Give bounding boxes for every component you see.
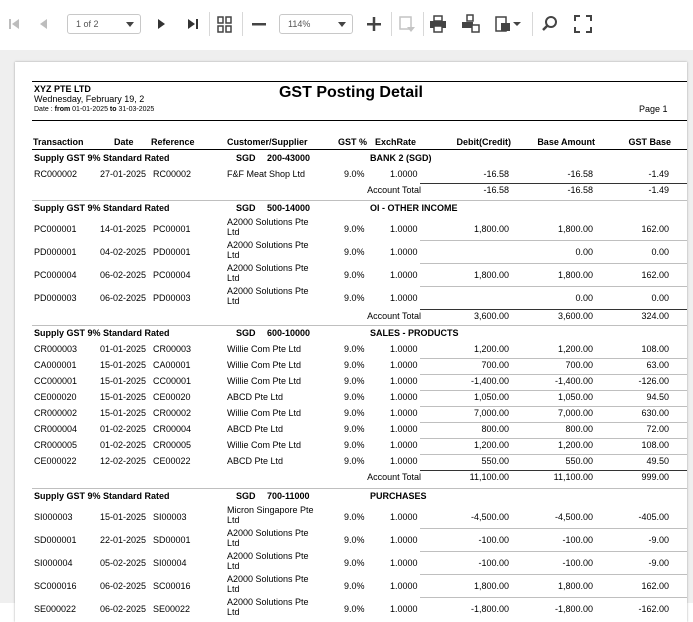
toolbar-separator <box>532 12 533 36</box>
cell-transaction: PC000004 <box>34 270 77 280</box>
cell-customer-supplier: A2000 Solutions Pte Ltd <box>227 597 309 617</box>
total-base-amount: 3,600.00 <box>557 311 593 321</box>
cell-reference: RC00002 <box>153 169 192 179</box>
cell-date: 22-01-2025 <box>100 535 147 545</box>
total-debit-credit: 3,600.00 <box>473 311 509 321</box>
cell-customer-supplier: ABCD Pte Ltd <box>227 424 284 434</box>
cell-date: 06-02-2025 <box>100 581 147 591</box>
page-number: Page 1 <box>639 104 668 114</box>
chevron-down-icon <box>338 22 346 27</box>
row-rule <box>420 374 687 375</box>
group-separator <box>32 200 687 201</box>
group-account: 500-14000 <box>267 203 311 213</box>
cell-debit-credit: -100.00 <box>478 535 509 545</box>
cell-gst-base: 162.00 <box>641 581 669 591</box>
cell-base-amount: 1,200.00 <box>557 344 593 354</box>
cell-base-amount: 1,800.00 <box>557 224 593 234</box>
cell-gst-percent: 9.0% <box>344 456 365 466</box>
export-button[interactable] <box>490 12 524 36</box>
cell-reference: PC00004 <box>153 270 191 280</box>
next-page-icon <box>153 16 169 32</box>
total-gst-base: 324.00 <box>641 311 669 321</box>
row-rule <box>420 390 687 391</box>
total-debit-credit: -16.58 <box>483 185 509 195</box>
cell-gst-percent: 9.0% <box>344 224 365 234</box>
group-gst-label: Supply GST 9% Standard Rated <box>34 153 170 163</box>
cell-base-amount: 1,050.00 <box>557 392 593 402</box>
cell-debit-credit: 1,800.00 <box>473 581 509 591</box>
toolbar-separator <box>242 12 243 36</box>
cell-transaction: SI000003 <box>34 512 73 522</box>
cell-customer-supplier: A2000 Solutions Pte Ltd <box>227 528 309 548</box>
cell-gst-base: -405.00 <box>638 512 669 522</box>
cell-gst-base: -162.00 <box>638 604 669 614</box>
total-base-amount: -16.58 <box>567 185 593 195</box>
cell-base-amount: 1,800.00 <box>557 581 593 591</box>
cell-customer-supplier: A2000 Solutions Pte Ltd <box>227 240 309 260</box>
cell-gst-base: -9.00 <box>648 558 669 568</box>
print-page-button[interactable] <box>458 12 482 36</box>
cell-gst-percent: 9.0% <box>344 581 365 591</box>
cell-debit-credit: 1,800.00 <box>473 224 509 234</box>
cell-debit-credit: 1,200.00 <box>473 440 509 450</box>
first-page-button[interactable] <box>4 12 24 36</box>
cell-customer-supplier: A2000 Solutions Pte Ltd <box>227 551 309 571</box>
cell-base-amount: -4,500.00 <box>554 512 593 522</box>
cell-exchrate: 1.0000 <box>390 376 418 386</box>
cell-date: 06-02-2025 <box>100 604 147 614</box>
cell-exchrate: 1.0000 <box>390 224 418 234</box>
cell-base-amount: 0.00 <box>575 293 593 303</box>
cell-customer-supplier: F&F Meat Shop Ltd <box>227 169 306 179</box>
cell-gst-base: 0.00 <box>651 293 669 303</box>
row-rule <box>420 597 687 598</box>
cell-gst-base: 0.00 <box>651 247 669 257</box>
cell-customer-supplier: A2000 Solutions Pte Ltd <box>227 286 309 306</box>
cell-gst-percent: 9.0% <box>344 512 365 522</box>
fullscreen-button[interactable] <box>571 12 595 36</box>
col-gst-base: GST Base <box>628 137 671 147</box>
date-range-to-label: to <box>109 106 117 113</box>
export-icon <box>493 14 513 34</box>
first-page-icon <box>6 16 22 32</box>
prev-page-button[interactable] <box>34 12 54 36</box>
cell-exchrate: 1.0000 <box>390 604 418 614</box>
cell-debit-credit: 1,200.00 <box>473 344 509 354</box>
cell-reference: SE00022 <box>153 604 191 614</box>
cell-customer-supplier: ABCD Pte Ltd <box>227 392 284 402</box>
zoom-out-icon <box>250 15 268 33</box>
row-rule <box>420 286 687 287</box>
cell-gst-base: -9.00 <box>648 535 669 545</box>
toolbar-separator <box>391 12 392 36</box>
cell-date: 14-01-2025 <box>100 224 147 234</box>
cell-date: 01-01-2025 <box>100 344 147 354</box>
cell-exchrate: 1.0000 <box>390 392 418 402</box>
total-gst-base: -1.49 <box>648 185 669 195</box>
cell-date: 15-01-2025 <box>100 392 147 402</box>
cell-exchrate: 1.0000 <box>390 360 418 370</box>
cell-reference: PC00001 <box>153 224 191 234</box>
report-title: GST Posting Detail <box>278 84 423 101</box>
col-reference: Reference <box>151 137 195 147</box>
account-total-label: Account Total <box>367 472 421 482</box>
cell-transaction: CR000005 <box>34 440 78 450</box>
cell-customer-supplier: Willie Com Pte Ltd <box>227 360 302 370</box>
cell-date: 06-02-2025 <box>100 293 147 303</box>
cell-gst-base: 49.50 <box>646 456 669 466</box>
cell-exchrate: 1.0000 <box>390 344 418 354</box>
chevron-down-icon <box>126 22 134 27</box>
date-range-to: 31-03-2025 <box>118 106 155 113</box>
cell-base-amount: 700.00 <box>565 360 593 370</box>
cell-gst-percent: 9.0% <box>344 270 365 280</box>
cell-exchrate: 1.0000 <box>390 456 418 466</box>
cell-transaction: CE000020 <box>34 392 77 402</box>
cell-gst-base: 72.00 <box>646 424 669 434</box>
cell-customer-supplier: Willie Com Pte Ltd <box>227 408 302 418</box>
cell-base-amount: 0.00 <box>575 247 593 257</box>
cell-gst-base: 94.50 <box>646 392 669 402</box>
group-currency: SGD <box>236 153 256 163</box>
cell-exchrate: 1.0000 <box>390 408 418 418</box>
cell-reference: CA00001 <box>153 360 191 370</box>
group-account-name: PURCHASES <box>370 491 427 501</box>
chevron-down-icon <box>513 20 521 28</box>
cell-debit-credit: -4,500.00 <box>470 512 509 522</box>
row-rule <box>420 438 687 439</box>
cell-reference: CR00003 <box>153 344 192 354</box>
total-debit-credit: 11,100.00 <box>469 472 509 482</box>
cell-date: 05-02-2025 <box>100 558 147 568</box>
cell-customer-supplier: A2000 Solutions Pte Ltd <box>227 263 309 283</box>
col-exchrate: ExchRate <box>375 137 417 147</box>
cell-gst-percent: 9.0% <box>344 360 365 370</box>
cell-customer-supplier: A2000 Solutions Pte Ltd <box>227 574 309 594</box>
group-account-name: SALES - PRODUCTS <box>370 328 459 338</box>
cell-reference: SI00004 <box>153 558 187 568</box>
cell-exchrate: 1.0000 <box>390 169 418 179</box>
cell-date: 06-02-2025 <box>100 270 147 280</box>
cell-reference: PD00003 <box>153 293 191 303</box>
group-account: 600-10000 <box>267 328 311 338</box>
group-gst-label: Supply GST 9% Standard Rated <box>34 203 170 213</box>
cell-transaction: CR000002 <box>34 408 78 418</box>
cell-gst-base: 162.00 <box>641 224 669 234</box>
col-debit-credit: Debit(Credit) <box>456 137 511 147</box>
cell-gst-percent: 9.0% <box>344 169 365 179</box>
cell-base-amount: 1,800.00 <box>557 270 593 280</box>
row-rule <box>420 454 687 455</box>
cell-gst-percent: 9.0% <box>344 440 365 450</box>
search-button[interactable] <box>538 12 562 36</box>
cell-transaction: CR000003 <box>34 344 78 354</box>
fullscreen-icon <box>573 14 593 34</box>
cell-base-amount: -100.00 <box>562 535 593 545</box>
cell-gst-base: 63.00 <box>646 360 669 370</box>
zoom-select[interactable] <box>279 14 353 34</box>
col-date: Date <box>114 137 134 147</box>
cell-transaction: CA000001 <box>34 360 77 370</box>
header-bottom-rule <box>32 120 687 121</box>
group-account-name: OI - OTHER INCOME <box>370 203 458 213</box>
header-top-rule <box>32 81 687 82</box>
cell-base-amount: -16.58 <box>567 169 593 179</box>
cell-base-amount: 7,000.00 <box>557 408 593 418</box>
cell-reference: CR00005 <box>153 440 192 450</box>
report-viewer[interactable] <box>0 50 693 617</box>
col-base-amount: Base Amount <box>537 137 595 147</box>
cell-exchrate: 1.0000 <box>390 512 418 522</box>
col-gst-percent: GST % <box>338 137 368 147</box>
cell-gst-percent: 9.0% <box>344 293 365 303</box>
account-total-label: Account Total <box>367 185 421 195</box>
date-range-prefix: Date : <box>34 106 53 113</box>
total-gst-base: 999.00 <box>641 472 669 482</box>
cell-reference: SC00016 <box>153 581 191 591</box>
cell-transaction: PD000001 <box>34 247 77 257</box>
group-account: 200-43000 <box>267 153 311 163</box>
cell-debit-credit: -100.00 <box>478 558 509 568</box>
row-rule <box>420 422 687 423</box>
group-currency: SGD <box>236 491 256 501</box>
cell-exchrate: 1.0000 <box>390 581 418 591</box>
cell-gst-percent: 9.0% <box>344 344 365 354</box>
cell-reference: PD00001 <box>153 247 191 257</box>
cell-date: 01-02-2025 <box>100 424 147 434</box>
cell-debit-credit: -16.58 <box>483 169 509 179</box>
cell-base-amount: 550.00 <box>565 456 593 466</box>
cell-gst-percent: 9.0% <box>344 604 365 614</box>
cell-transaction: SI000004 <box>34 558 73 568</box>
cell-exchrate: 1.0000 <box>390 424 418 434</box>
row-rule <box>420 551 687 552</box>
total-rule <box>420 470 687 471</box>
cell-gst-base: 630.00 <box>641 408 669 418</box>
cell-customer-supplier: Willie Com Pte Ltd <box>227 376 302 386</box>
viewer-toolbar <box>0 0 693 50</box>
cell-debit-credit: 800.00 <box>481 424 509 434</box>
cell-debit-credit: 700.00 <box>481 360 509 370</box>
cell-gst-base: 108.00 <box>641 344 669 354</box>
group-account: 700-11000 <box>267 491 310 501</box>
cell-debit-credit: 1,050.00 <box>473 392 509 402</box>
cell-gst-percent: 9.0% <box>344 424 365 434</box>
row-rule <box>420 240 687 241</box>
thumbnails-icon <box>216 15 234 33</box>
cell-transaction: SC000016 <box>34 581 77 591</box>
cell-base-amount: 800.00 <box>565 424 593 434</box>
cell-customer-supplier: Micron Singapore Pte Ltd <box>227 505 314 525</box>
highlight-icon <box>397 14 417 34</box>
highlight-button[interactable] <box>395 12 419 36</box>
cell-base-amount: 1,200.00 <box>557 440 593 450</box>
col-customer-supplier: Customer/Supplier <box>227 137 308 147</box>
cell-customer-supplier: Willie Com Pte Ltd <box>227 344 302 354</box>
cell-reference: CR00002 <box>153 408 192 418</box>
cell-gst-percent: 9.0% <box>344 376 365 386</box>
toolbar-separator <box>209 12 210 36</box>
cell-gst-percent: 9.0% <box>344 535 365 545</box>
cell-gst-percent: 9.0% <box>344 408 365 418</box>
cell-gst-base: -126.00 <box>638 376 669 386</box>
cell-debit-credit: 1,800.00 <box>473 270 509 280</box>
columns-rule <box>32 149 687 150</box>
cell-date: 01-02-2025 <box>100 440 147 450</box>
prev-page-icon <box>36 16 52 32</box>
cell-gst-percent: 9.0% <box>344 392 365 402</box>
group-currency: SGD <box>236 328 256 338</box>
cell-transaction: CE000022 <box>34 456 77 466</box>
cell-transaction: SD000001 <box>34 535 77 545</box>
cell-exchrate: 1.0000 <box>390 247 418 257</box>
cell-gst-percent: 9.0% <box>344 558 365 568</box>
cell-base-amount: -100.00 <box>562 558 593 568</box>
cell-gst-percent: 9.0% <box>344 247 365 257</box>
cell-customer-supplier: Willie Com Pte Ltd <box>227 440 302 450</box>
total-rule <box>420 309 687 310</box>
last-page-icon <box>185 16 201 32</box>
print-button[interactable] <box>426 12 450 36</box>
cell-exchrate: 1.0000 <box>390 558 418 568</box>
cell-date: 15-01-2025 <box>100 408 147 418</box>
cell-transaction: PC000001 <box>34 224 77 234</box>
page-select[interactable] <box>67 14 141 34</box>
cell-gst-base: 108.00 <box>641 440 669 450</box>
company-name: XYZ PTE LTD <box>34 84 91 94</box>
row-rule <box>420 574 687 575</box>
cell-transaction: CC000001 <box>34 376 78 386</box>
group-gst-label: Supply GST 9% Standard Rated <box>34 328 170 338</box>
cell-transaction: CR000004 <box>34 424 78 434</box>
zoom-in-button[interactable] <box>363 12 385 36</box>
cell-reference: SD00001 <box>153 535 191 545</box>
total-rule <box>420 183 687 184</box>
cell-debit-credit: 7,000.00 <box>473 408 509 418</box>
cell-base-amount: -1,800.00 <box>554 604 593 614</box>
group-separator <box>32 325 687 326</box>
print-icon <box>428 14 448 34</box>
row-rule <box>420 528 687 529</box>
date-range <box>34 106 154 113</box>
cell-customer-supplier: ABCD Pte Ltd <box>227 456 284 466</box>
cell-reference: CC00001 <box>153 376 192 386</box>
print-page-icon <box>460 14 480 34</box>
page-select-value: 1 of 2 <box>76 19 99 29</box>
cell-date: 12-02-2025 <box>100 456 147 466</box>
cell-reference: SI00003 <box>153 512 187 522</box>
row-rule <box>420 358 687 359</box>
cell-debit-credit: -1,800.00 <box>470 604 509 614</box>
cell-debit-credit: -1,400.00 <box>470 376 509 386</box>
row-rule <box>420 263 687 264</box>
cell-date: 15-01-2025 <box>100 360 147 370</box>
cell-transaction: RC000002 <box>34 169 78 179</box>
group-currency: SGD <box>236 203 256 213</box>
report-date: Wednesday, February 19, 2 <box>34 94 145 104</box>
cell-transaction: PD000003 <box>34 293 77 303</box>
account-total-label: Account Total <box>367 311 421 321</box>
col-transaction: Transaction <box>33 137 84 147</box>
cell-date: 04-02-2025 <box>100 247 147 257</box>
zoom-select-value: 114% <box>288 19 311 29</box>
date-range-from-label: from <box>54 106 71 113</box>
cell-gst-base: 162.00 <box>641 270 669 280</box>
cell-base-amount: -1,400.00 <box>554 376 593 386</box>
cell-date: 27-01-2025 <box>100 169 147 179</box>
total-base-amount: 11,100.00 <box>553 472 593 482</box>
report-page <box>15 62 687 622</box>
cell-reference: CR00004 <box>153 424 192 434</box>
cell-exchrate: 1.0000 <box>390 440 418 450</box>
cell-reference: CE00020 <box>153 392 191 402</box>
row-rule <box>420 406 687 407</box>
search-icon <box>540 14 560 34</box>
thumbnails-button[interactable] <box>214 12 236 36</box>
cell-exchrate: 1.0000 <box>390 535 418 545</box>
toolbar-separator <box>423 12 424 36</box>
cell-date: 15-01-2025 <box>100 512 147 522</box>
cell-transaction: SE000022 <box>34 604 77 614</box>
next-page-button[interactable] <box>151 12 171 36</box>
group-separator <box>32 488 687 489</box>
zoom-in-icon <box>365 15 383 33</box>
group-gst-label: Supply GST 9% Standard Rated <box>34 491 170 501</box>
cell-gst-base: -1.49 <box>648 169 669 179</box>
cell-reference: CE00022 <box>153 456 191 466</box>
cell-customer-supplier: A2000 Solutions Pte Ltd <box>227 217 309 237</box>
zoom-out-button[interactable] <box>248 12 270 36</box>
cell-exchrate: 1.0000 <box>390 293 418 303</box>
cell-exchrate: 1.0000 <box>390 270 418 280</box>
date-range-from: 01-01-2025 <box>72 106 108 113</box>
last-page-button[interactable] <box>183 12 203 36</box>
group-account-name: BANK 2 (SGD) <box>370 153 432 163</box>
cell-debit-credit: 550.00 <box>481 456 509 466</box>
cell-date: 15-01-2025 <box>100 376 147 386</box>
